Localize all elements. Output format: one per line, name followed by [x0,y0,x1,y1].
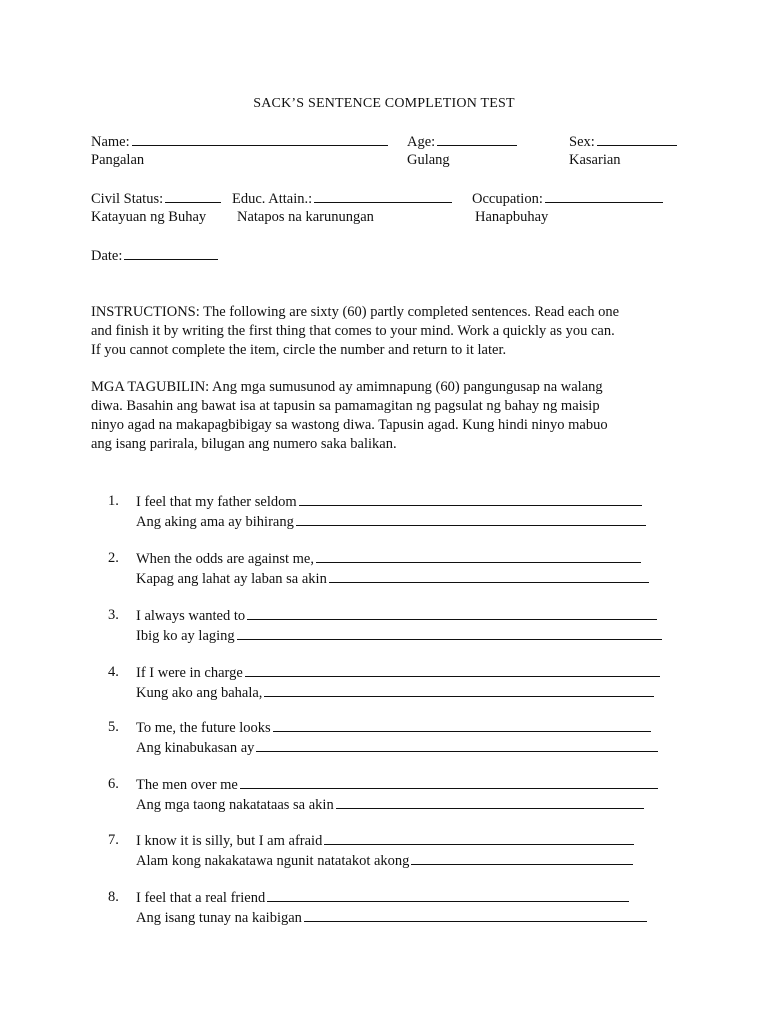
item-prompt-tagalog: Kapag ang lahat ay laban sa akin [136,571,327,587]
instructions-line: ninyo agad na makapagbibigay sa wastong diwa. Tapusin agad. Kung hindi ninyo mabuo [91,417,608,433]
educ-attain-label: Educ. Attain.: [232,191,313,207]
answer-blank[interactable] [264,683,654,697]
answer-blank[interactable] [411,851,633,865]
sex-field[interactable] [569,132,677,152]
educ-attain-blank[interactable] [314,189,452,203]
instructions-line: ang isang parirala, bilugan ang numero saka balikan. [91,436,397,452]
item-line-tagalog[interactable] [136,569,649,589]
name-blank[interactable] [132,132,388,146]
item-line-tagalog[interactable] [136,851,633,871]
name-sub-label: Pangalan [91,152,145,168]
item-prompt-english: I feel that a real friend [136,890,266,906]
age-field[interactable] [407,132,517,152]
item-prompt-english: If I were in charge [136,665,243,681]
item-prompt-tagalog: Kung ako ang bahala, [136,685,263,701]
item-line-tagalog[interactable] [136,626,662,646]
page-title: SACK’S SENTENCE COMPLETION TEST [253,96,515,111]
answer-blank[interactable] [316,549,641,563]
answer-blank[interactable] [329,569,649,583]
date-blank[interactable] [124,246,218,260]
answer-blank[interactable] [267,888,629,902]
sex-label: Sex: [569,134,595,150]
sex-blank[interactable] [597,132,677,146]
instructions-tagalog [91,378,681,454]
item-line-english[interactable] [136,831,634,851]
item-prompt-english: To me, the future looks [136,720,271,736]
answer-blank[interactable] [256,738,658,752]
civil-status-sub-label: Katayuan ng Buhay [91,209,207,225]
civil-status-blank[interactable] [165,189,221,203]
instructions-line: and finish it by writing the first thing that comes to your mind. Work a quickly as you can. [91,323,615,339]
item-prompt-english: When the odds are against me, [136,551,314,567]
item-number: 8. [108,889,119,905]
item-line-english[interactable] [136,775,658,795]
answer-blank[interactable] [299,492,642,506]
answer-blank[interactable] [273,718,651,732]
occupation-blank[interactable] [545,189,663,203]
civil-status-field[interactable] [91,189,221,209]
item-line-english[interactable] [136,718,651,738]
item-line-english[interactable] [136,888,629,908]
answer-blank[interactable] [237,626,662,640]
item-line-tagalog[interactable] [136,512,646,532]
answer-blank[interactable] [336,795,644,809]
item-prompt-english: I always wanted to [136,608,246,624]
occupation-label: Occupation: [472,191,543,207]
item-prompt-tagalog: Ibig ko ay laging [136,628,235,644]
instructions-line: INSTRUCTIONS: The following are sixty (60) partly completed sentences. Read each one [91,304,620,320]
item-line-tagalog[interactable] [136,908,647,928]
item-number: 5. [108,719,119,735]
instructions-line: diwa. Basahin ang bawat isa at tapusin sa pamamagitan ng pagsulat ng bahay ng maisip [91,398,600,414]
instructions-line: If you cannot complete the item, circle the number and return to it later. [91,342,507,358]
sex-sub-label: Kasarian [569,152,621,168]
instructions-english [91,303,681,360]
item-prompt-tagalog: Ang mga taong nakatataas sa akin [136,797,334,813]
item-line-english[interactable] [136,606,657,626]
answer-blank[interactable] [296,512,646,526]
name-label: Name: [91,134,130,150]
item-prompt-tagalog: Ang aking ama ay bihirang [136,514,294,530]
item-prompt-tagalog: Ang isang tunay na kaibigan [136,910,302,926]
age-label: Age: [407,134,436,150]
item-prompt-english: I know it is silly, but I am afraid [136,833,323,849]
item-number: 2. [108,550,119,566]
civil-status-label: Civil Status: [91,191,164,207]
date-label: Date: [91,248,123,264]
item-prompt-tagalog: Ang kinabukasan ay [136,740,255,756]
answer-blank[interactable] [240,775,658,789]
item-number: 4. [108,664,119,680]
item-prompt-english: I feel that my father seldom [136,494,297,510]
age-blank[interactable] [437,132,517,146]
item-number: 3. [108,607,119,623]
educ-attain-sub-label: Natapos na karunungan [237,209,374,225]
answer-blank[interactable] [247,606,657,620]
name-field[interactable] [91,132,388,152]
item-line-tagalog[interactable] [136,683,654,703]
item-number: 7. [108,832,119,848]
item-prompt-tagalog: Alam kong nakakatawa ngunit natatakot akong [136,853,410,869]
item-line-english[interactable] [136,663,660,683]
item-prompt-english: The men over me [136,777,238,793]
answer-blank[interactable] [304,908,647,922]
item-line-english[interactable] [136,549,641,569]
educ-attain-field[interactable] [232,189,452,209]
answer-blank[interactable] [324,831,634,845]
occupation-sub-label: Hanapbuhay [475,209,549,225]
item-line-tagalog[interactable] [136,795,644,815]
age-sub-label: Gulang [407,152,450,168]
date-field[interactable] [91,246,218,266]
item-line-tagalog[interactable] [136,738,658,758]
item-line-english[interactable] [136,492,642,512]
item-number: 6. [108,776,119,792]
item-number: 1. [108,493,119,509]
instructions-line: MGA TAGUBILIN: Ang mga sumusunod ay amimnapung (60) pangungusap na walang [91,379,603,395]
answer-blank[interactable] [245,663,660,677]
occupation-field[interactable] [472,189,663,209]
